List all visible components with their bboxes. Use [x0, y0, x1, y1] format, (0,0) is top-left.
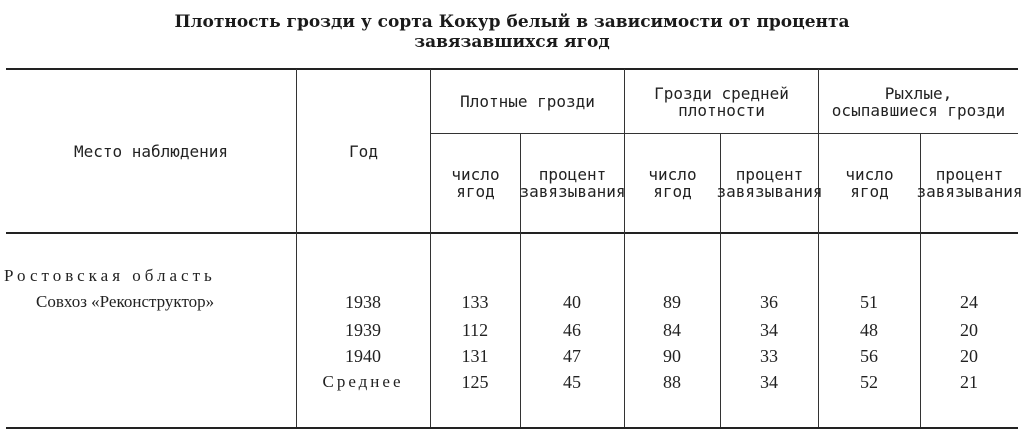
- cell-loose-percent: 20: [960, 346, 978, 366]
- header-dense-percent: процент завязывания: [519, 165, 626, 201]
- cell-loose-percent: 21: [960, 372, 978, 392]
- cell-medium-percent: 36: [760, 292, 778, 312]
- table-bottom-rule: [6, 427, 1018, 429]
- header-dense-count: число ягод: [451, 165, 500, 201]
- cell-dense-percent: 40: [563, 292, 581, 312]
- cell-year: 1939: [345, 320, 381, 340]
- table-title: [0, 12, 1024, 52]
- cell-year: Среднее: [322, 372, 404, 391]
- header-medium-percent: процент завязывания: [716, 165, 823, 201]
- header-loose-percent: процент завязывания: [916, 165, 1023, 201]
- cell-medium-count: 89: [663, 292, 681, 312]
- cell-dense-count: 112: [461, 320, 489, 340]
- cell-medium-count: 84: [663, 320, 681, 340]
- cell-loose-count: 51: [860, 292, 878, 312]
- cell-medium-percent: 34: [760, 320, 778, 340]
- cell-dense-percent: 46: [563, 320, 581, 340]
- header-group-dense: Плотные грозди: [460, 92, 595, 111]
- table-title-line-2: завязавшихся ягод: [414, 32, 610, 52]
- cell-dense-count: 125: [461, 372, 489, 392]
- cell-year: 1940: [345, 346, 381, 366]
- cell-medium-count: 88: [663, 372, 681, 392]
- location-farm: Совхоз «Реконструктор»: [36, 292, 215, 311]
- cell-medium-count: 90: [663, 346, 681, 366]
- cell-loose-percent: 20: [960, 320, 978, 340]
- cell-dense-count: 133: [461, 292, 489, 312]
- header-loose-count: число ягод: [845, 165, 894, 201]
- header-year: Год: [349, 141, 378, 161]
- cell-dense-count: 131: [461, 346, 489, 366]
- header-group-medium: Грозди средней плотности: [654, 83, 789, 120]
- cell-medium-percent: 33: [760, 346, 778, 366]
- cell-loose-percent: 24: [960, 292, 978, 312]
- cell-loose-count: 48: [860, 320, 878, 340]
- cell-year: 1938: [345, 292, 381, 312]
- header-medium-count: число ягод: [648, 165, 697, 201]
- cell-dense-percent: 45: [563, 372, 581, 392]
- table-title-line-1: Плотность грозди у сорта Кокур белый в зависимости от процента: [174, 12, 850, 32]
- cell-loose-count: 52: [860, 372, 878, 392]
- location-region: Ростовская область: [4, 266, 216, 285]
- cell-medium-percent: 34: [760, 372, 778, 392]
- cell-loose-count: 56: [860, 346, 878, 366]
- header-bottom-rule: [6, 232, 1018, 234]
- header-group-loose: Рыхлые, осыпавшиеся грозди: [831, 83, 1006, 120]
- header-place: Место наблюдения: [73, 141, 229, 161]
- cell-dense-percent: 47: [563, 346, 581, 366]
